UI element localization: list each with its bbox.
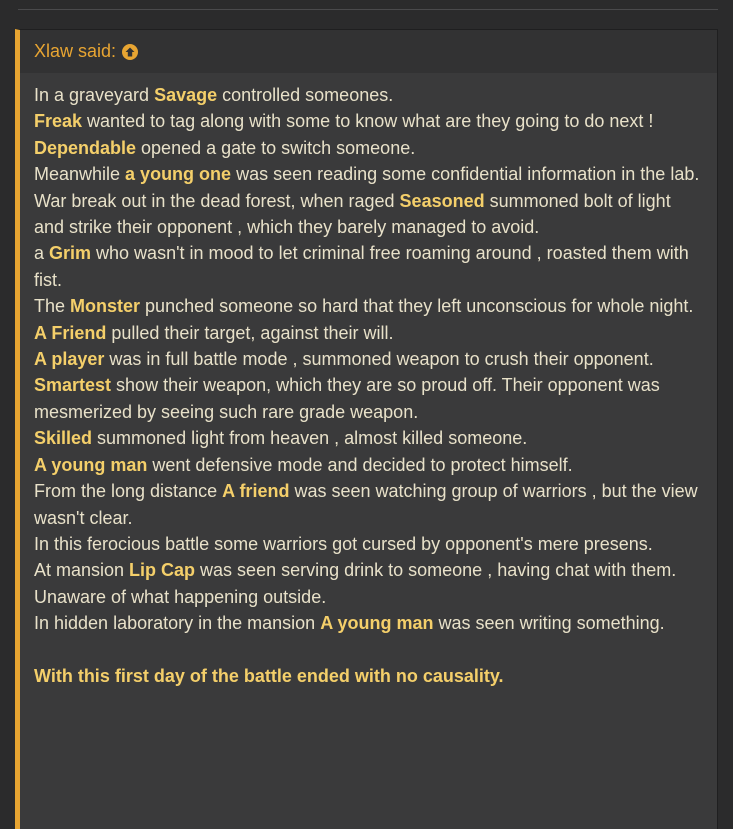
quote-line-highlight: Savage	[154, 85, 218, 105]
arrow-up-circle-icon[interactable]	[122, 44, 138, 60]
quote-line-highlight: A player	[34, 349, 105, 370]
quote-line-text: was seen writing something.	[433, 613, 665, 634]
quote-line	[34, 108, 701, 134]
quote-line-text: In a graveyard	[34, 85, 155, 105]
quote-line	[34, 320, 701, 346]
quote-line-text: The	[34, 296, 71, 317]
quote-line-text: controlled someones.	[217, 85, 394, 105]
quote-line	[34, 557, 701, 610]
quote-line-highlight: A Friend	[34, 322, 107, 343]
quote-line-text: pulled their target, against their will.	[106, 322, 394, 343]
quote-line-text: was in full battle mode , summoned weapon to crush their opponent.	[104, 349, 654, 370]
quote-line	[34, 82, 701, 108]
quote-line-highlight: A young man	[34, 454, 148, 475]
quote-line-text: From the long distance	[34, 481, 223, 502]
quote-line-text: went defensive mode and decided to protect himself.	[147, 454, 573, 475]
quote-line-highlight: A young man	[320, 613, 434, 634]
quote-line-text: was seen reading some confidential information in the lab.	[231, 164, 700, 185]
divider	[18, 9, 718, 10]
quote-line	[34, 425, 701, 451]
quote-line-text: opened a gate to switch someone.	[136, 137, 416, 158]
quote-line-highlight: a young one	[125, 164, 232, 185]
quote-line-highlight: Seasoned	[399, 190, 485, 211]
quote-block	[15, 29, 718, 829]
quote-body	[20, 73, 717, 689]
quote-line-highlight: Freak	[34, 111, 83, 132]
quote-line-text: At mansion	[34, 560, 130, 581]
quote-line-text: summoned light from heaven , almost killed someone.	[92, 428, 528, 449]
quote-line	[34, 610, 701, 636]
quote-line-highlight: Smartest	[34, 375, 112, 396]
quote-line-highlight: A friend	[222, 481, 290, 502]
quote-line-highlight: Grim	[49, 243, 92, 264]
quote-line-text: In hidden laboratory in the mansion	[34, 613, 321, 634]
quote-line-text: a	[34, 243, 50, 264]
quote-line	[34, 452, 701, 478]
quote-line	[34, 478, 701, 531]
quote-line-highlight: Lip Cap	[129, 560, 196, 581]
quote-line	[34, 188, 701, 241]
quote-line	[34, 161, 701, 187]
quote-header	[20, 30, 717, 73]
quote-line-text: War break out in the dead forest, when raged	[34, 190, 400, 211]
quote-line-text: who wasn't in mood to let criminal free roaming around , roasted them with fist.	[34, 243, 689, 290]
quote-line	[34, 240, 701, 293]
quote-line-text: In this ferocious battle some warriors got cursed by opponent's mere presens.	[34, 533, 653, 554]
quote-line-text: was seen watching group of warriors , but the view wasn't clear.	[34, 481, 698, 528]
quote-line	[34, 372, 701, 425]
spacer	[34, 637, 701, 663]
quote-line-highlight: Dependable	[34, 137, 137, 158]
quote-line-text: Meanwhile	[34, 164, 126, 185]
quote-line-text: summoned bolt of light and strike their opponent , which they barely managed to avoid.	[34, 190, 671, 238]
quote-line	[34, 135, 701, 161]
quote-line	[34, 293, 701, 319]
quote-author[interactable]: Xlaw said:	[34, 41, 117, 61]
quote-line-text: show their weapon, which they are so proud off. Their opponent was mesmerized by seeing such rare grade weapon.	[34, 375, 660, 422]
quote-line-text: wanted to tag along with some to know what are they going to do next !	[82, 111, 654, 132]
quote-line	[34, 346, 701, 372]
quote-line-highlight: Skilled	[34, 428, 93, 449]
quote-final-line: With this first day of the battle ended with no causality.	[34, 665, 504, 686]
quote-line	[34, 531, 701, 557]
quote-line-text: was seen serving drink to someone , having chat with them. Unaware of what happening outside.	[34, 560, 677, 607]
quote-line-text: punched someone so hard that they left unconscious for whole night.	[140, 296, 694, 317]
quote-line-highlight: Monster	[70, 296, 141, 317]
